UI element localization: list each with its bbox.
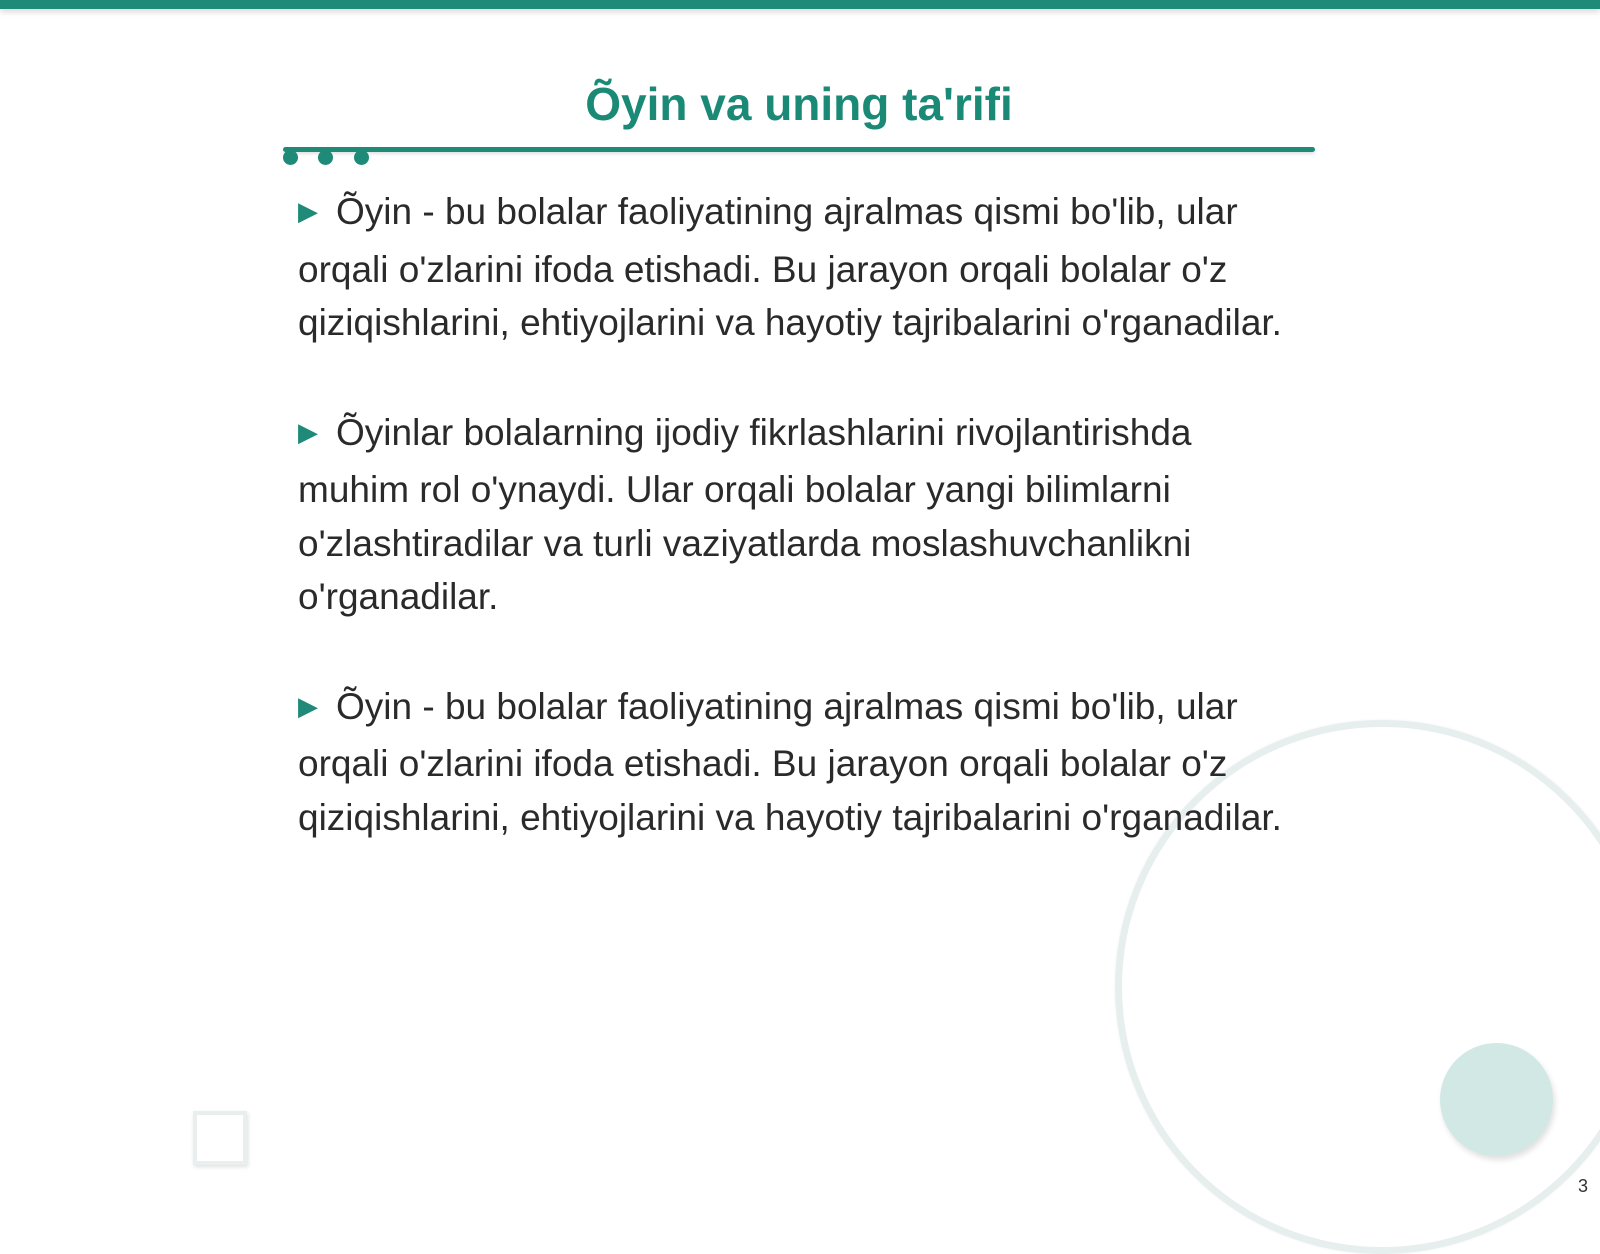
bullet-text-1: Õyin - bu bolalar faoliyatining ajralmas qismi bo'lib, ular orqali o'zlarini ifoda etishadi. Bu jarayon orqali bolalar o'z qiziqishlarini, ehtiyojlarini va hayotiy tajribalarini o'rganadilar.	[298, 191, 1282, 343]
title-underline	[283, 147, 1315, 152]
decor-dot-2	[318, 150, 333, 165]
bullet-list	[298, 185, 1288, 900]
slide-title: Õyin va uning ta'rifi	[585, 78, 1013, 130]
bullet-text-3: Õyin - bu bolalar faoliyatining ajralmas qismi bo'lib, ular orqali o'zlarini ifoda etishadi. Bu jarayon orqali bolalar o'z qiziqishlarini, ehtiyojlarini va hayotiy tajribalarini o'rganadilar.	[298, 685, 1282, 838]
triangle-bullet-icon: ▶	[298, 690, 318, 721]
bullet-paragraph-3	[298, 680, 1288, 845]
decor-circle-filled	[1440, 1043, 1553, 1156]
page-number: 3	[1577, 1176, 1588, 1196]
bullet-paragraph-1	[298, 185, 1288, 350]
top-accent-bar	[0, 0, 1600, 9]
decor-square-outline	[193, 1111, 247, 1165]
decor-dot-1	[283, 150, 298, 165]
bullet-paragraph-2	[298, 406, 1288, 624]
bullet-text-2: Õyinlar bolalarning ijodiy fikrlashlarini rivojlantirishda muhim rol o'ynaydi. Ular orqali bolalar yangi bilimlarni o'zlashtiradilar va turli vaziyatlarda moslashuvchanlikni o'rganadilar.	[298, 411, 1192, 617]
decor-dot-3	[354, 150, 369, 165]
triangle-bullet-icon: ▶	[298, 416, 318, 447]
triangle-bullet-icon: ▶	[298, 196, 318, 226]
